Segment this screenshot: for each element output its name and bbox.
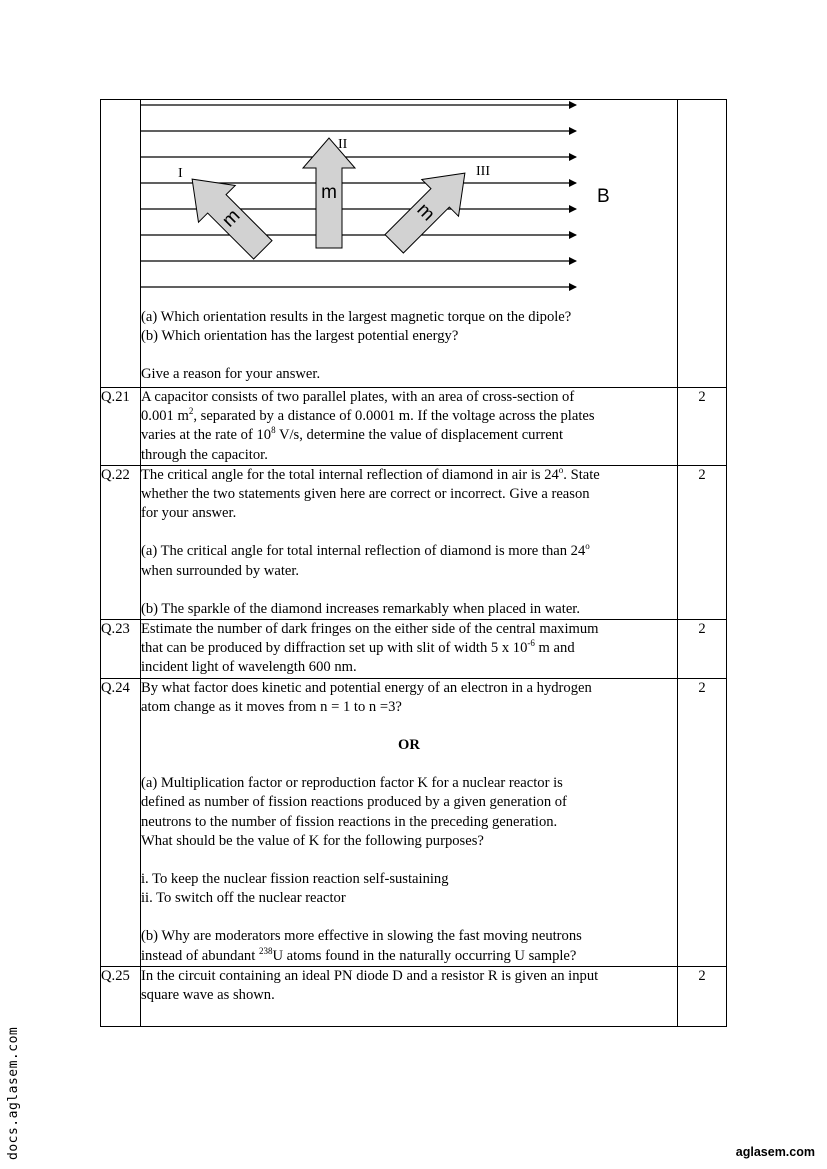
dipole-label-ii: m bbox=[321, 182, 337, 203]
dipole-arrow-i bbox=[174, 161, 281, 268]
dipole-arrow-ii bbox=[303, 138, 355, 248]
question-text: A capacitor consists of two parallel plates, with an area of cross-section of 0.001 $m^2$, separated by a distance of 0.0001 m. If the voltage across the plates varies at the rate of $10^8$ V/s, determine the value of displacement current through the capacitor. bbox=[141, 388, 678, 466]
question-number: Q.22 bbox=[101, 465, 141, 619]
marks-cell: 2 bbox=[678, 678, 727, 966]
question-number: Q.21 bbox=[101, 388, 141, 466]
table-row bbox=[101, 465, 727, 619]
marks-cell bbox=[678, 100, 727, 388]
question-text: By what factor does kinetic and potential energy of an electron in a hydrogen atom change as it moves from n = 1 to n =3? OR (a) Multiplication factor or reproduction factor K for a nuclear reactor is defined as number of fission reactions produced by a given generation of neutrons to the number of fission reactions in the preceding generation. What should be the value of K for the following purposes? i. To keep the nuclear fission reaction self-sustaining ii. To switch off the nuclear reactor (b) Why are moderators more effective in slowing the fast moving neutrons instead of abundant $^{238}$U atoms found in the naturally occurring U sample? bbox=[141, 678, 678, 966]
table-row bbox=[101, 620, 727, 679]
orientation-label-ii: II bbox=[338, 137, 348, 152]
question-line: (a) Which orientation results in the largest magnetic torque on the dipole? bbox=[141, 309, 572, 325]
question-text bbox=[141, 100, 678, 388]
question-number: Q.23 bbox=[101, 620, 141, 679]
table-row bbox=[101, 678, 727, 966]
question-text: In the circuit containing an ideal PN diode D and a resistor R is given an input square wave as shown. bbox=[141, 966, 678, 1026]
dipole-label-i: m bbox=[218, 205, 245, 232]
question-text: Estimate the number of dark fringes on the either side of the central maximum that can be produced by diffraction set up with slit of width 5 x $10^{-6}$ m and incident light of wavelength 600 nm. bbox=[141, 620, 678, 679]
question-text: The critical angle for the total internal reflection of diamond in air is 24$^o$. State whether the two statements given here are correct or incorrect. Give a reason for your answer. (a) The critical angle for total internal reflection of diamond is more than 24$^o$ when surrounded by water. (b) The sparkle of the diamond increases remarkably when placed in water. bbox=[141, 465, 678, 619]
orientation-label-iii: III bbox=[476, 164, 490, 179]
dipole-label-iii: m bbox=[412, 199, 439, 226]
or-separator: OR bbox=[398, 737, 420, 754]
question-number: Q.24 bbox=[101, 678, 141, 966]
question-number bbox=[101, 100, 141, 388]
marks-cell: 2 bbox=[678, 966, 727, 1026]
side-watermark: docs.aglasem.com bbox=[6, 1026, 21, 1160]
marks-cell: 2 bbox=[678, 465, 727, 619]
orientation-label-i: I bbox=[178, 166, 183, 181]
question-number: Q.25 bbox=[101, 966, 141, 1026]
question-line: Give a reason for your answer. bbox=[141, 366, 321, 383]
table-row bbox=[101, 100, 727, 388]
question-table bbox=[100, 99, 727, 1027]
bottom-watermark: aglasem.com bbox=[735, 1145, 815, 1159]
marks-cell: 2 bbox=[678, 388, 727, 466]
field-label-b: B bbox=[597, 186, 610, 207]
magnetic-dipole-figure bbox=[141, 100, 679, 300]
table-row bbox=[101, 388, 727, 466]
marks-cell: 2 bbox=[678, 620, 727, 679]
question-line: (b) Which orientation has the largest potential energy? bbox=[141, 328, 459, 345]
table-row bbox=[101, 966, 727, 1026]
